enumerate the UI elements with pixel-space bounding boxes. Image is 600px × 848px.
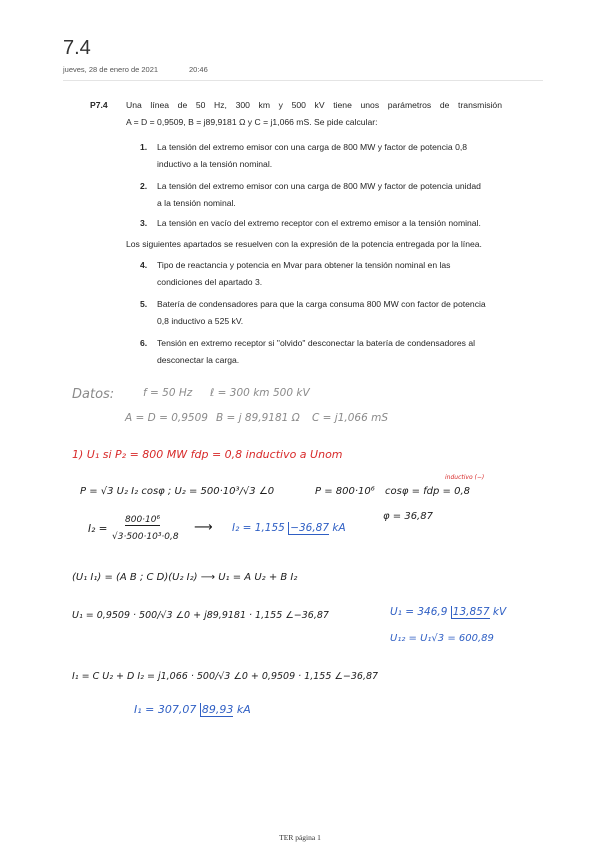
i2-lhs: I₂ =: [88, 523, 108, 535]
middle-text: Los siguientes apartados se resuelven con la expresión de la potencia entregada por la línea.: [126, 239, 482, 249]
datos-freq: f = 50 Hz: [143, 387, 193, 399]
i2-numerator: 800·10⁶: [125, 515, 161, 525]
datos-length: ℓ = 300 km: [210, 387, 270, 399]
date-text: jueves, 28 de enero de 2021: [63, 65, 159, 74]
datos-voltage: 500 kV: [273, 387, 310, 399]
datos-c: C = j1,066 mS: [312, 412, 389, 424]
matrix-equation: (U₁ I₁) = (A B ; C D)(U₂ I₂) ⟶ U₁ = A U₂ + B I₂: [72, 572, 298, 583]
page-title: 7.4: [63, 37, 91, 59]
problem-id: P7.4: [90, 100, 108, 110]
u1-angle: 13,857: [452, 606, 490, 618]
i1-calculation: I₁ = C U₂ + D I₂ = j1,066 · 500/√3 ∠0 + 0,9509 · 1,155 ∠−36,87: [72, 671, 379, 682]
u12-result: U₁₂ = U₁√3 = 600,89: [390, 633, 494, 644]
datos-label: Datos:: [72, 387, 115, 402]
i2-denominator: √3·500·10³·0,8: [112, 532, 179, 542]
i1-angle: 89,93: [201, 703, 234, 716]
section-1-title: 1) U₁ si P₂ = 800 MW fdp = 0,8 inductivo a Unom: [72, 448, 343, 461]
datos-b: B = j 89,9181 Ω: [216, 412, 300, 424]
datos-ad: A = D = 0,9509: [125, 412, 208, 424]
time-text: 20:46: [189, 65, 208, 74]
problem-intro-1: Una línea de 50 Hz, 300 km y 500 kV tiene unos parámetros de transmisión: [126, 100, 502, 110]
cos-note: inductivo (−): [445, 474, 485, 481]
page-footer: TER página 1: [279, 833, 321, 842]
title-divider: [63, 80, 543, 81]
u1-calculation: U₁ = 0,9509 · 500/√3 ∠0 + j89,9181 · 1,155 ∠−36,87: [72, 610, 329, 621]
phi-value: φ = 36,87: [383, 511, 433, 522]
u1-result: U₁ = 346,9 13,857 kV: [390, 606, 507, 618]
i1-result: I₁ = 307,07 89,93 kA: [134, 703, 251, 716]
cos-formula: cosφ = fdp = 0,8: [385, 486, 471, 497]
problem-intro-2: A = D = 0,9509, B = j89,9181 Ω y C = j1,066 mS. Se pide calcular:: [126, 117, 378, 127]
i2-result: I₂ = 1,155 −36,87 kA: [232, 522, 346, 534]
i2-angle: −36,87: [290, 522, 330, 534]
page-date: [63, 65, 208, 74]
power-value: P = 800·10⁶: [315, 486, 375, 497]
power-formula: P = √3 U₂ I₂ cosφ ; U₂ = 500·10³/√3 ∠0: [80, 486, 275, 497]
arrow-icon: ⟶: [194, 520, 213, 535]
